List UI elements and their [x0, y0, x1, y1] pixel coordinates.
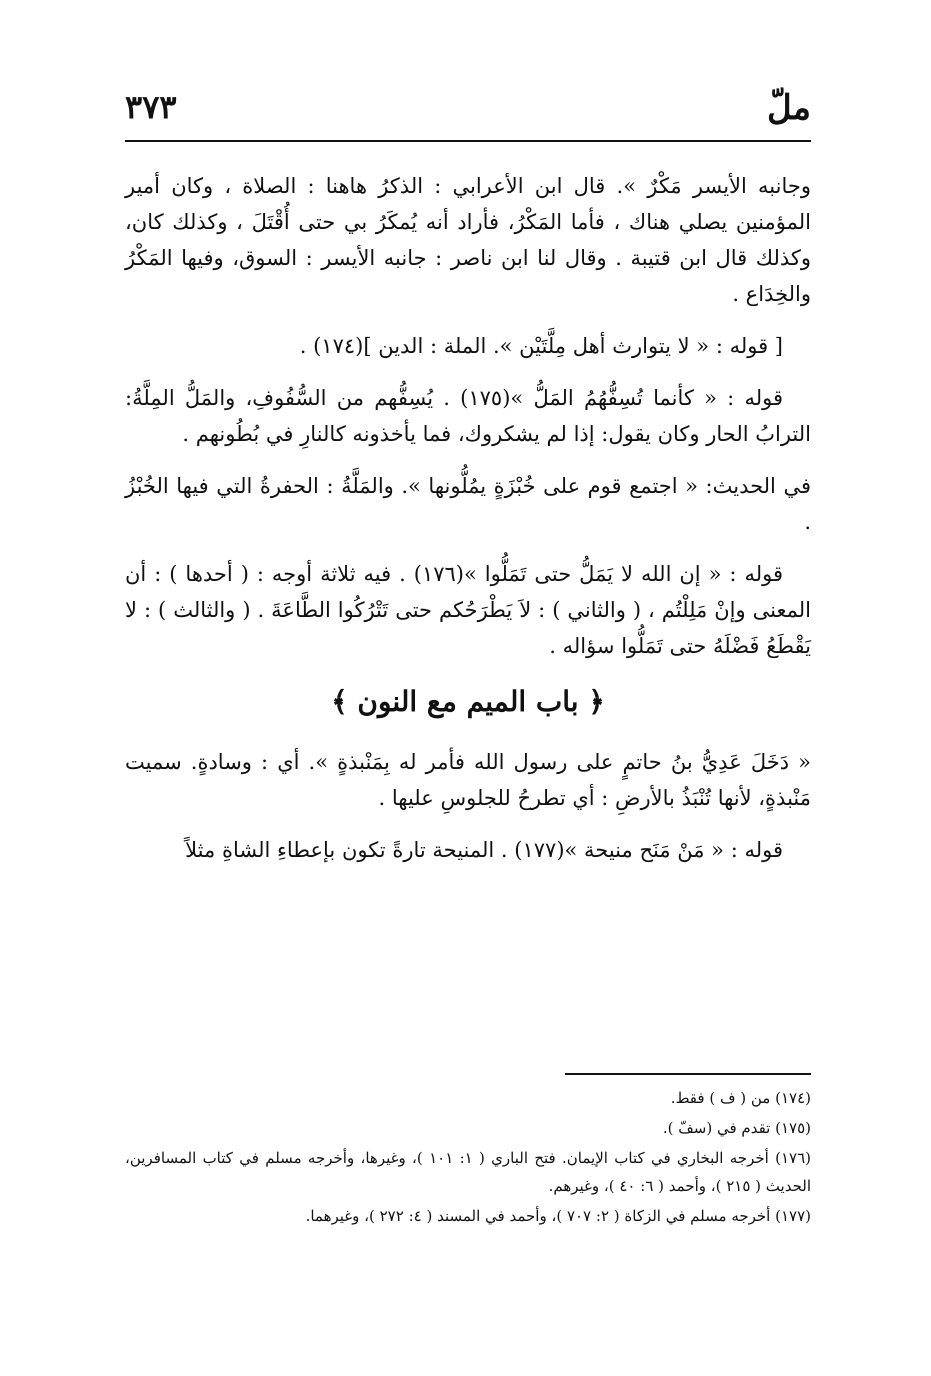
footnote: (١٧٧) أخرجه مسلم في الزكاة ( ٢: ٧٠٧ )، وأحمد في المسند ( ٤: ٢٧٢ )، وغيرهما. [305, 1207, 811, 1225]
paragraph: وجانبه الأيسر مَكْرٌ ». قال ابن الأعرابي : الذكرُ هاهنا : الصلاة ، وكان أمير المؤمنين يصلي هناك ، فأما المَكْرُ، فأراد أنه يُمكَرُ بي حتى أُقْتَلَ ، وكذلك كان، وكذلك قال ابن قتيبة . وقال لنا ابن ناصر : جانبه الأيسر : السوق، وفيها المَكْرُ والخِدَاع . [125, 174, 811, 306]
page-number: ٣٧٣ [125, 88, 177, 126]
paragraph: « دَخَلَ عَدِيُّ بنُ حاتمٍ على رسول الله فأمر له بِمَنْبذةٍ ». أي : وسادةٍ. سميت مَنْبذةٍ، لأنها تُنْبَذُ بالأرضِ : أي تطرحُ للجلوسِ عليها . [125, 750, 811, 810]
paragraph: [ قوله : « لا يتوارث أهل مِلَّتَيْن ». الملة : الدين ](١٧٤) . [299, 334, 783, 358]
footnote-rule [565, 1073, 811, 1075]
footnote: (١٧٥) تقدم في (سفّ ). [662, 1119, 811, 1137]
footnote: (١٧٦) أخرجه البخاري في كتاب الإيمان. فتح الباري ( ١: ١٠١ )، وغيرها، وأخرجه مسلم في كتاب المسافرين، الحديث ( ٢١٥ )، وأحمد ( ٦: ٤٠ )، وغيرهم. [125, 1149, 811, 1195]
running-headword: ملّ [767, 88, 811, 128]
header-rule [125, 140, 811, 142]
main-text [125, 168, 811, 884]
paragraph: قوله : « مَنْ مَنَح منيحة »(١٧٧) . المنيحة تارةً تكون بإعطاءِ الشاةِ مثلاً [185, 838, 783, 862]
paragraph: في الحديث: « اجتمع قوم على خُبْزَةٍ يمُلُّونها ». والمَلَّةُ : الحفرةُ التي فيها الخُبْزُ . [125, 474, 811, 534]
footnotes [125, 1084, 811, 1232]
paragraph: قوله : « إن الله لا يَمَلُّ حتى تَمَلُّوا »(١٧٦) . فيه ثلاثة أوجه : ( أحدها ) : أن المعنى وإنْ مَلِلْتُم ، ( والثاني ) : لاَ يَطْرَحُكم حتى تَتْرُكُوا الطَّاعَةَ . ( والثالث ) : لا يَقْطَعُ فَضْلَهُ حتى تَمَلُّوا سؤاله . [125, 562, 811, 658]
page-header [125, 84, 811, 134]
paragraph: قوله : « كأنما تُسِفُّهُمُ المَلُّ »(١٧٥) . يُسِفُّهم من السُّفُوفِ، والمَلُّ المِلَّةُ: الترابُ الحار وكان يقول: إذا لم يشكروك، فما يأخذونه كالنارِ في بُطُونهم . [125, 386, 811, 446]
footnote: (١٧٤) من ( ف ) فقط. [670, 1089, 811, 1107]
section-heading: ﴿ باب الميم مع النون ﴾ [331, 685, 605, 718]
